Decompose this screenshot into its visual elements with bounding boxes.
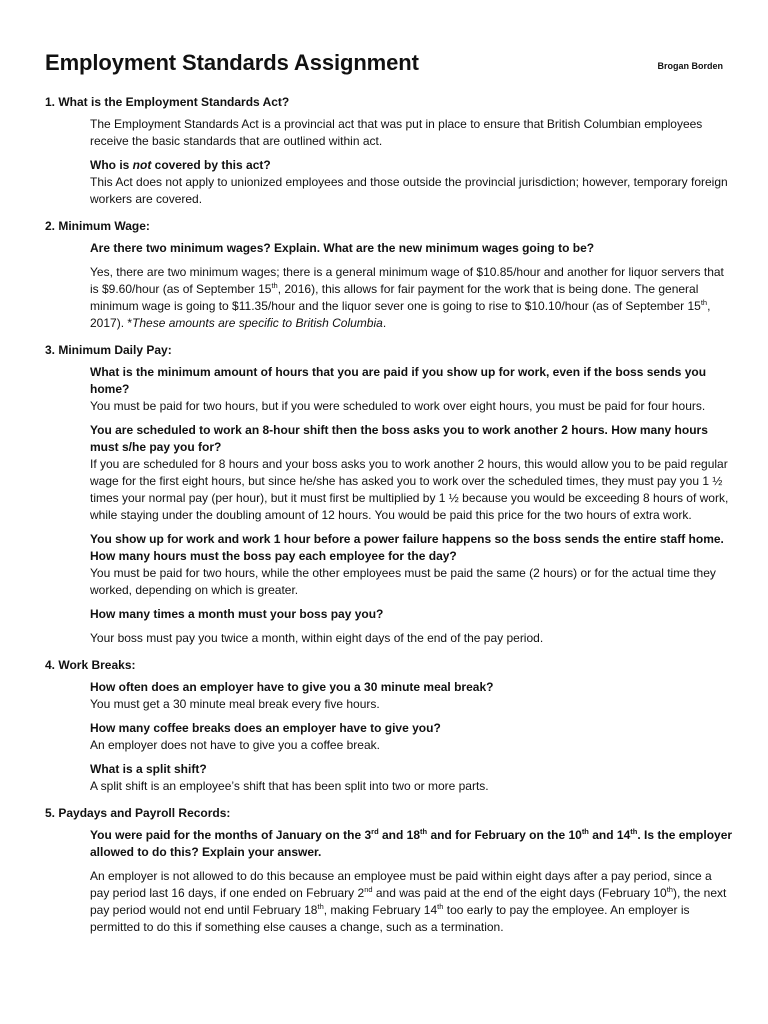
answer: If you are scheduled for 8 hours and your boss asks you to work another 2 hours, this would allow you to be paid regular wage for the first eight hours, but since he/she has asked you to work over the scheduled times, they must pay you 1 ½ times your normal pay (per hour), but it must first be multiplied by 1 ½ because you would be exceeding 8 hours of work, while staying under the doubling amount of 12 hours. You would be paid this price for the two hours of extra work.: [90, 457, 729, 522]
answer: An employer does not have to give you a coffee break.: [90, 738, 380, 752]
question: How often does an employer have to give you a 30 minute meal break?: [90, 680, 494, 694]
author-name: Brogan Borden: [657, 61, 723, 71]
question: Are there two minimum wages? Explain. What are the new minimum wages going to be?: [90, 241, 595, 255]
document-header: [45, 48, 735, 84]
answer: Yes, there are two minimum wages; there is a general minimum wage of $10.85/hour and another for liquor servers that is $9.60/hour (as of September 15th, 2016), this allows for fair payment for the work that is being done. The general minimum wage is going to $11.35/hour and the liquor sever one is going to rise to $10.10/hour (as of September 15th, 2017). *These amounts are specific to British Columbia.: [90, 265, 724, 330]
section-1-body: [90, 116, 734, 208]
answer: A split shift is an employee’s shift that has been split into two or more parts.: [90, 779, 489, 793]
document-page: [45, 48, 735, 943]
question: You are scheduled to work an 8-hour shift then the boss asks you to work another 2 hours. How many hours must s/he pay you for?: [90, 423, 708, 454]
answer: You must be paid for two hours, while the other employees must be paid the same (2 hours) or for the actual time they worked, depending on which is greater.: [90, 566, 716, 597]
section-3-heading: 3. Minimum Daily Pay:: [45, 343, 172, 357]
answer: Your boss must pay you twice a month, within eight days of the end of the pay period.: [90, 631, 544, 645]
question: Who is not covered by this act?: [90, 158, 271, 172]
question: How many coffee breaks does an employer have to give you?: [90, 721, 441, 735]
question: You were paid for the months of January on the 3rd and 18th and for February on the 10th and 14th. Is the employer allowed to do this? Explain your answer.: [90, 827, 733, 859]
question: You show up for work and work 1 hour before a power failure happens so the boss sends the entire staff home. How many hours must the boss pay each employee for the day?: [90, 532, 724, 563]
answer: You must be paid for two hours, but if you were scheduled to work over eight hours, you must be paid for four hours.: [90, 399, 706, 413]
question: What is the minimum amount of hours that you are paid if you show up for work, even if the boss sends you home?: [90, 365, 707, 396]
answer: This Act does not apply to unionized employees and those outside the provincial jurisdiction; however, temporary foreign workers are covered.: [90, 175, 728, 206]
section-5-body: [90, 827, 734, 936]
section-2-body: [90, 240, 734, 332]
answer: You must get a 30 minute meal break every five hours.: [90, 697, 380, 711]
section-3-body: [90, 364, 734, 647]
question: How many times a month must your boss pay you?: [90, 607, 384, 621]
section-4-heading: 4. Work Breaks:: [45, 658, 136, 672]
answer: An employer is not allowed to do this because an employee must be paid within eight days after a pay period, since a pay period last 16 days, if one ended on February 2nd and was paid at the end of the eight days (February 10th), the next pay period would not end until February 18th, making February 14th too early to pay the employee. An employer is permitted to do this if something else causes a change, such as a termination.: [90, 869, 727, 934]
document-title: Employment Standards Assignment: [45, 50, 419, 75]
question: What is a split shift?: [90, 762, 207, 776]
section-1-heading: 1. What is the Employment Standards Act?: [45, 95, 290, 109]
section-2-heading: 2. Minimum Wage:: [45, 219, 150, 233]
section-5-heading: 5. Paydays and Payroll Records:: [45, 806, 231, 820]
answer: The Employment Standards Act is a provincial act that was put in place to ensure that British Columbian employees receive the basic standards that are outlined within act.: [90, 117, 703, 148]
section-4-body: [90, 679, 734, 795]
